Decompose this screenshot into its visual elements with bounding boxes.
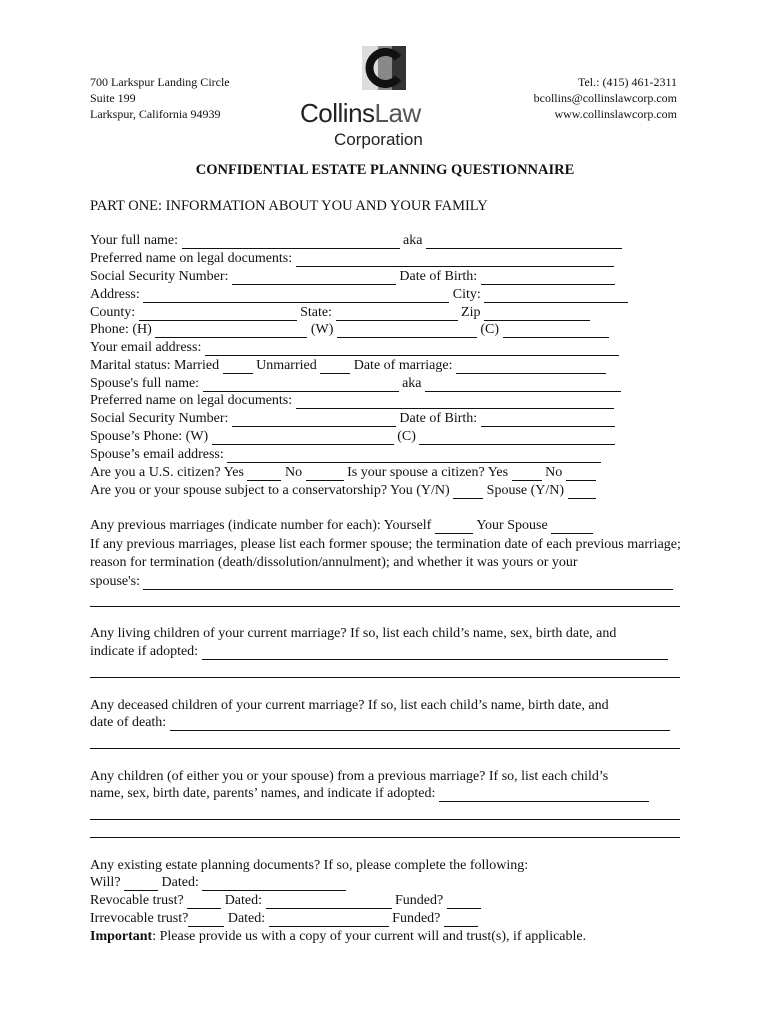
phone-work-label: (W) xyxy=(310,322,334,337)
spouses-row xyxy=(90,574,673,590)
spouse-ssn-row xyxy=(90,411,615,427)
living-children-row xyxy=(90,644,668,660)
irrevocable-funded-field[interactable] xyxy=(444,913,478,927)
preferred-name-row xyxy=(90,251,614,267)
firm-phone: Tel.: (415) 461-2311 xyxy=(577,75,677,89)
aka-field[interactable] xyxy=(426,235,622,249)
address-label: Address: xyxy=(90,287,140,302)
phone-cell-field[interactable] xyxy=(503,324,609,338)
spouse-aka-field[interactable] xyxy=(425,378,621,392)
full-name-label: Your full name: xyxy=(90,233,179,248)
firm-contact xyxy=(534,74,677,122)
marital-married-label: Marital status: Married xyxy=(90,358,220,373)
revocable-funded-label: Funded? xyxy=(395,893,444,908)
living-children-field[interactable] xyxy=(202,646,668,660)
spouse-phone-row xyxy=(90,429,615,445)
irrevocable-dated-label: Dated: xyxy=(227,911,266,926)
spouses-field[interactable] xyxy=(143,576,673,590)
prev-children-label: name, sex, birth date, parents’ names, and indicate if adopted: xyxy=(90,786,436,801)
firm-email[interactable]: bcollins@collinslawcorp.com xyxy=(533,91,677,105)
zip-label: Zip xyxy=(461,305,481,320)
will-dated-field[interactable] xyxy=(202,877,346,891)
revocable-funded-field[interactable] xyxy=(447,895,481,909)
spouses-extra-line[interactable] xyxy=(90,606,680,607)
existing-docs-question: Any existing estate planning documents? If so, please complete the following: xyxy=(90,858,529,873)
citizen-no-label: No xyxy=(284,465,303,480)
spouses-label: spouse's: xyxy=(90,574,140,589)
prev-marriages-row xyxy=(90,518,593,534)
date-marriage-label: Date of marriage: xyxy=(353,358,453,373)
logo-mark-icon xyxy=(358,46,410,90)
spouse-citizen-no-field[interactable] xyxy=(566,467,596,481)
irrevocable-label: Irrevocable trust? xyxy=(90,911,189,926)
spouse-name-label: Spouse's full name: xyxy=(90,376,200,391)
aka-label: aka xyxy=(403,233,423,248)
conservatorship-you-field[interactable] xyxy=(453,485,483,499)
preferred-name-field[interactable] xyxy=(296,253,614,267)
prev-children-extra-line-1[interactable] xyxy=(90,819,680,820)
prev-marriages-spouse-field[interactable] xyxy=(551,520,593,534)
state-label: State: xyxy=(300,305,333,320)
document-title: CONFIDENTIAL ESTATE PLANNING QUESTIONNAIRE xyxy=(195,162,575,178)
spouse-ssn-field[interactable] xyxy=(232,413,396,427)
prev-marriages-detail: If any previous marriages, please list each former spouse; the termination date of each previous marriage; reason for termination (death/dissolution/annulment); and whether it was yours or your xyxy=(90,537,681,570)
zip-field[interactable] xyxy=(484,307,590,321)
spouse-preferred-field[interactable] xyxy=(296,395,614,409)
spouse-citizen-yes-field[interactable] xyxy=(512,467,542,481)
spouse-phone-cell-field[interactable] xyxy=(419,431,615,445)
address-row xyxy=(90,287,628,303)
will-dated-label: Dated: xyxy=(161,875,199,890)
county-field[interactable] xyxy=(139,307,297,321)
logo-corporation: Corporation xyxy=(334,130,423,149)
spouse-dob-label: Date of Birth: xyxy=(399,411,478,426)
dob-label: Date of Birth: xyxy=(399,269,478,284)
preferred-name-label: Preferred name on legal documents: xyxy=(90,251,293,266)
phone-home-label: Phone: (H) xyxy=(90,322,152,337)
date-of-death-label: date of death: xyxy=(90,715,167,730)
living-children-question: Any living children of your current marriage? If so, list each child’s name, sex, birth date, and xyxy=(90,626,617,641)
deceased-children-row xyxy=(90,715,670,731)
deceased-children-extra-line[interactable] xyxy=(90,748,680,749)
deceased-children-field[interactable] xyxy=(170,717,670,731)
spouse-email-label: Spouse’s email address: xyxy=(90,447,224,462)
deceased-children-question: Any deceased children of your current marriage? If so, list each child’s name, birth date, and xyxy=(90,698,609,713)
spouse-preferred-row xyxy=(90,393,614,409)
spouse-ssn-label: Social Security Number: xyxy=(90,411,229,426)
phone-work-field[interactable] xyxy=(337,324,477,338)
spouse-phone-cell-label: (C) xyxy=(397,429,416,444)
irrevocable-row xyxy=(90,911,478,927)
conservatorship-label: Are you or your spouse subject to a conservatorship? You (Y/N) xyxy=(90,483,450,498)
conservatorship-row xyxy=(90,483,596,499)
email-label: Your email address: xyxy=(90,340,202,355)
unmarried-label: Unmarried xyxy=(256,358,317,373)
spouse-aka-label: aka xyxy=(402,376,422,391)
will-row xyxy=(90,875,346,891)
prev-marriages-yourself-field[interactable] xyxy=(435,520,473,534)
living-children-adopted-label: indicate if adopted: xyxy=(90,644,199,659)
revocable-field[interactable] xyxy=(187,895,221,909)
conservatorship-spouse-field[interactable] xyxy=(568,485,596,499)
spouse-name-row xyxy=(90,376,621,392)
revocable-row xyxy=(90,893,481,909)
citizen-row xyxy=(90,465,596,481)
citizen-no-field[interactable] xyxy=(306,467,344,481)
firm-address xyxy=(90,74,230,122)
revocable-dated-field[interactable] xyxy=(266,895,392,909)
conservatorship-spouse-label: Spouse (Y/N) xyxy=(486,483,565,498)
spouse-phone-label: Spouse’s Phone: (W) xyxy=(90,429,209,444)
firm-website[interactable]: www.collinslawcorp.com xyxy=(554,107,677,121)
city-label: City: xyxy=(452,287,481,302)
full-name-field[interactable] xyxy=(182,235,400,249)
date-marriage-field[interactable] xyxy=(456,360,606,374)
unmarried-field[interactable] xyxy=(320,360,350,374)
important-label: Important xyxy=(90,929,153,944)
address-field[interactable] xyxy=(143,289,449,303)
spouse-email-field[interactable] xyxy=(227,449,601,463)
email-field[interactable] xyxy=(205,342,619,356)
revocable-dated-label: Dated: xyxy=(224,893,263,908)
spouse-citizen-label: Is your spouse a citizen? Yes xyxy=(347,465,509,480)
will-label: Will? xyxy=(90,875,121,890)
spouse-citizen-no-label: No xyxy=(545,465,563,480)
prev-children-row xyxy=(90,786,649,802)
full-name-row xyxy=(90,233,622,249)
married-field[interactable] xyxy=(223,360,253,374)
irrevocable-dated-field[interactable] xyxy=(269,913,389,927)
spouse-name-field[interactable] xyxy=(203,378,399,392)
living-children-extra-line[interactable] xyxy=(90,677,680,678)
prev-children-question: Any children (of either you or your spouse) from a previous marriage? If so, list each child’s xyxy=(90,769,609,784)
spouse-email-row xyxy=(90,447,601,463)
logo-word-collins: Collins xyxy=(300,98,375,128)
important-note xyxy=(90,929,586,945)
will-field[interactable] xyxy=(124,877,158,891)
city-field[interactable] xyxy=(484,289,628,303)
prev-marriages-label: Any previous marriages (indicate number for each): Yourself xyxy=(90,518,432,533)
dob-field[interactable] xyxy=(481,271,615,285)
county-row xyxy=(90,305,590,321)
prev-marriages-spouse-label: Your Spouse xyxy=(476,518,548,533)
citizen-yes-field[interactable] xyxy=(247,467,281,481)
ssn-field[interactable] xyxy=(232,271,396,285)
address-line-3: Larkspur, California 94939 xyxy=(90,107,221,121)
ssn-row xyxy=(90,269,615,285)
prev-children-extra-line-2[interactable] xyxy=(90,837,680,838)
spouse-dob-field[interactable] xyxy=(481,413,615,427)
citizen-label: Are you a U.S. citizen? Yes xyxy=(90,465,244,480)
address-line-1: 700 Larkspur Landing Circle xyxy=(90,75,230,89)
logo-word-law: Law xyxy=(374,98,421,128)
phone-cell-label: (C) xyxy=(480,322,500,337)
county-label: County: xyxy=(90,305,136,320)
logo-wordmark xyxy=(300,98,475,129)
ssn-label: Social Security Number: xyxy=(90,269,229,284)
spouse-preferred-label: Preferred name on legal documents: xyxy=(90,393,293,408)
phone-home-field[interactable] xyxy=(155,324,307,338)
state-field[interactable] xyxy=(336,307,458,321)
prev-children-field[interactable] xyxy=(439,788,649,802)
section-heading: PART ONE: INFORMATION ABOUT YOU AND YOUR FAMILY xyxy=(90,198,488,214)
spouse-phone-work-field[interactable] xyxy=(212,431,394,445)
phone-row xyxy=(90,322,609,338)
irrevocable-field[interactable] xyxy=(188,913,224,927)
irrevocable-funded-label: Funded? xyxy=(392,911,441,926)
address-line-2: Suite 199 xyxy=(90,91,136,105)
collins-law-logo xyxy=(300,46,475,150)
important-text: : Please provide us with a copy of your current will and trust(s), if applicable. xyxy=(152,929,587,944)
email-row xyxy=(90,340,619,356)
revocable-label: Revocable trust? xyxy=(90,893,184,908)
marital-row xyxy=(90,358,606,374)
